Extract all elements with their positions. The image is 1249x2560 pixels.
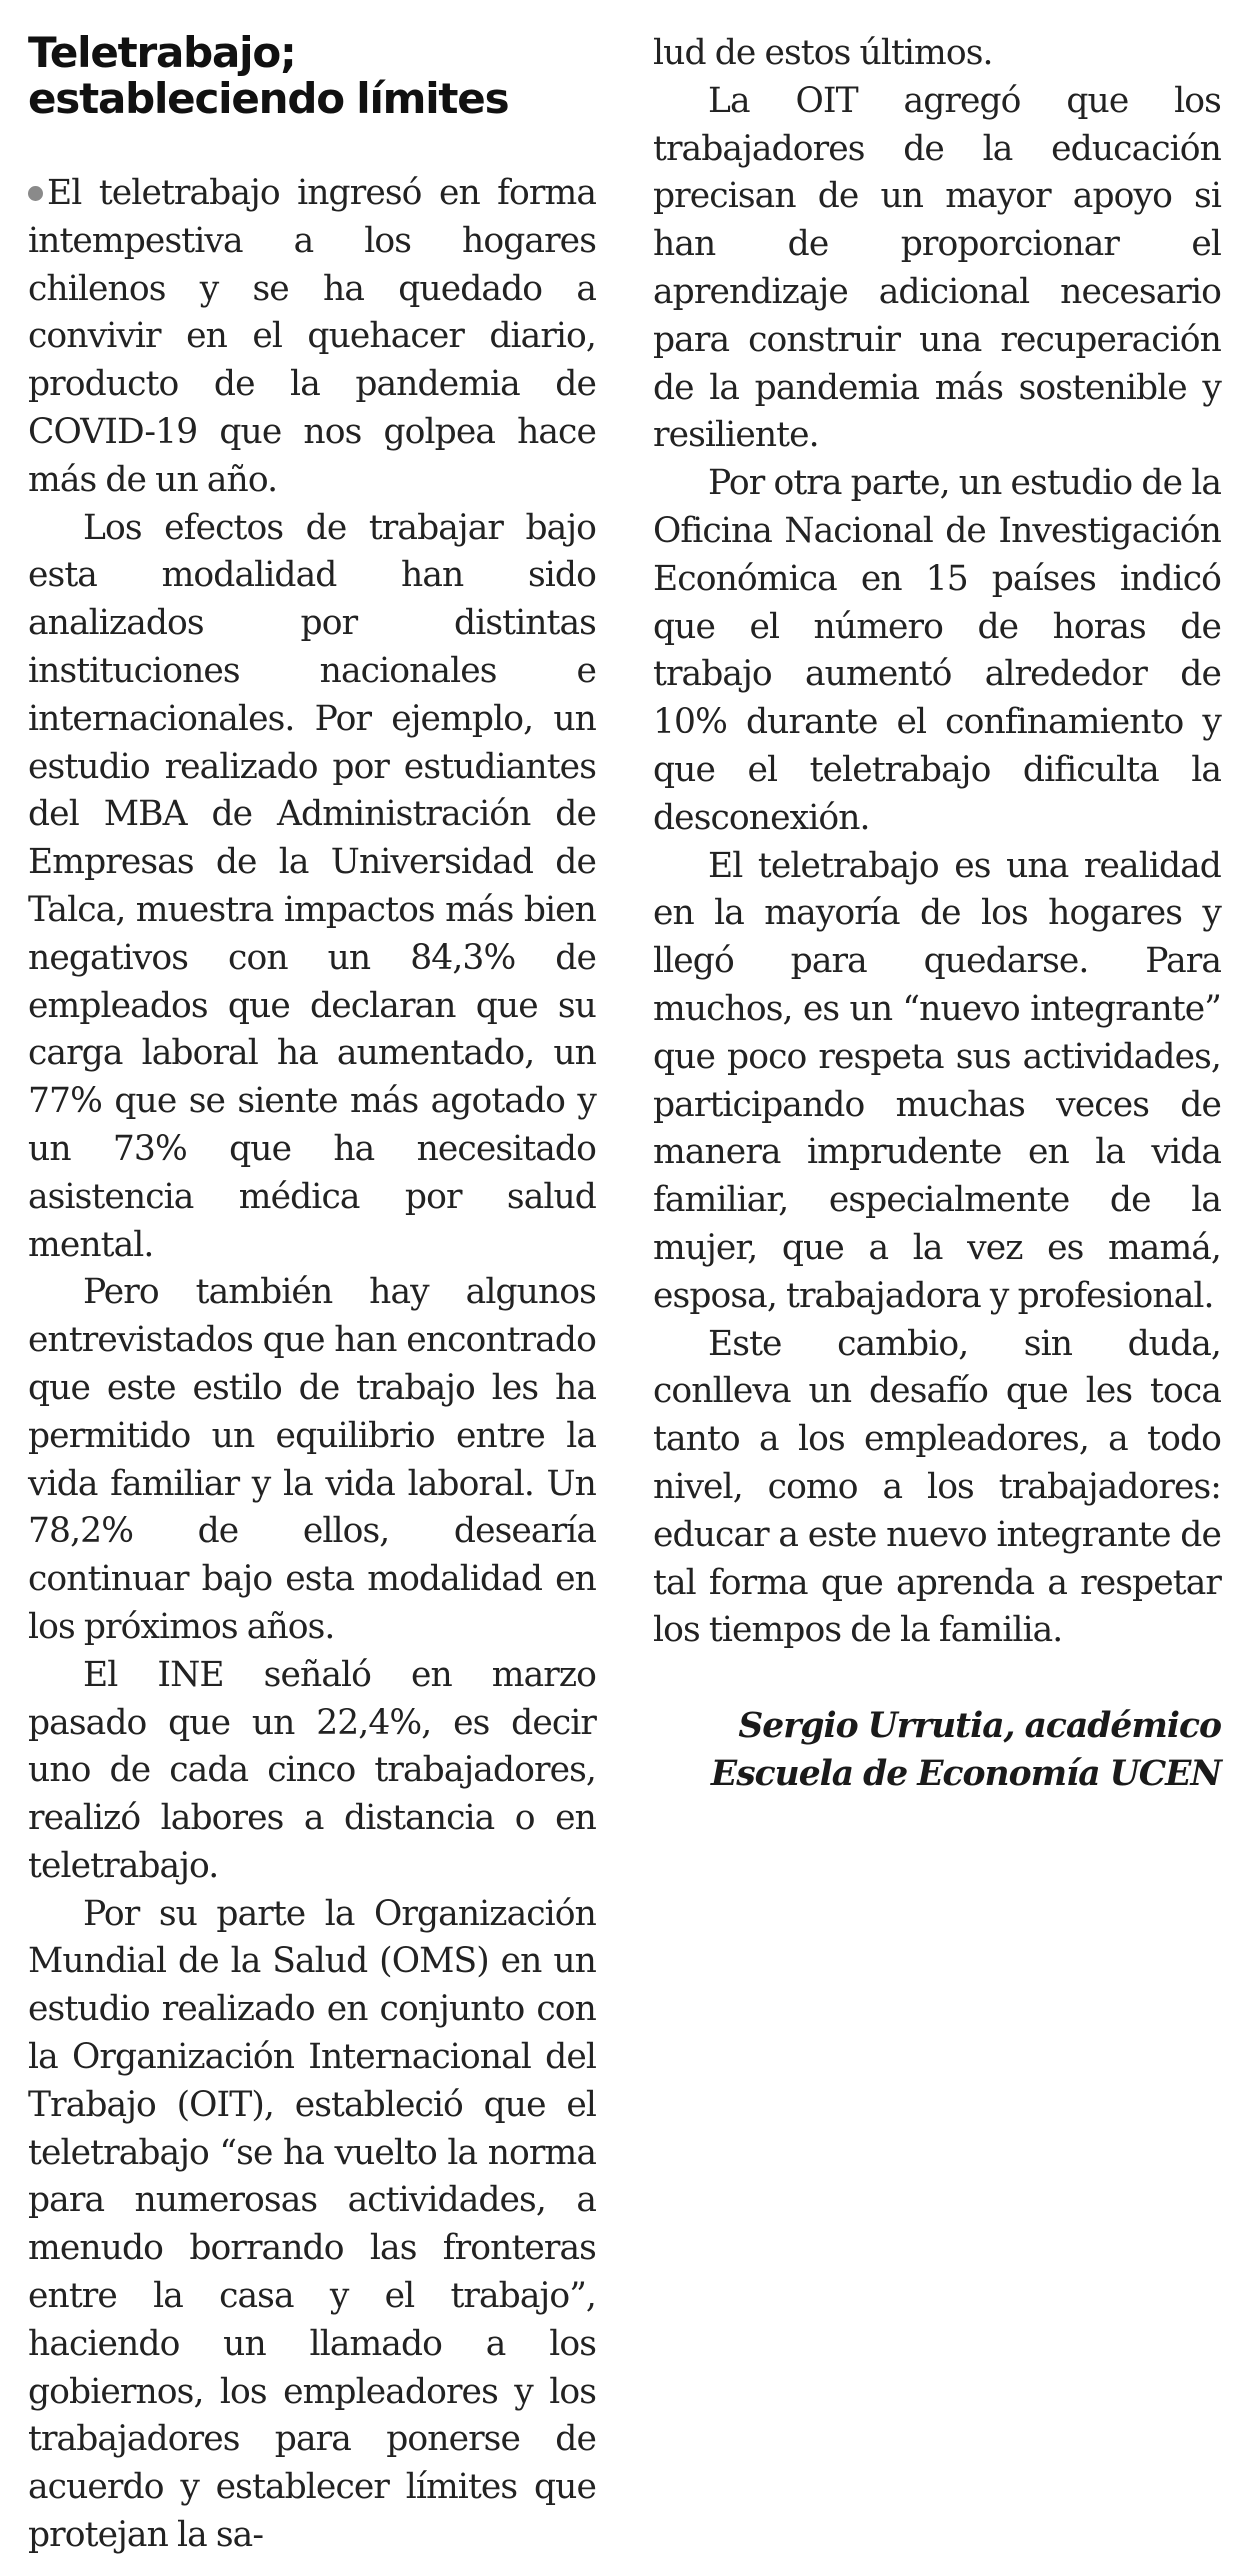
article-paragraph	[28, 170, 596, 505]
article-headline: Teletrabajo; estableciendo límites	[28, 28, 509, 123]
article-paragraph-continued: lud de estos últimos.	[653, 33, 993, 73]
article-paragraph: Por otra parte, un estudio de la Oficina Nacional de Investigación Económica en 15 países indicó que el número de horas de trabajo aumentó alrededor de 10% durante el confinamiento y que el teletrabajo dificulta la desconexión.	[653, 463, 1221, 838]
article-paragraph: Pero también hay algunos entrevistados que han encontrado que este estilo de trabajo les ha permitido un equilibrio entre la vida familiar y la vida laboral. Un 78,2% de ellos, desearía continuar bajo esta modalidad en los próximos años.	[28, 1272, 596, 1647]
bullet-icon	[28, 186, 43, 201]
article-column-left	[28, 30, 596, 2560]
article-paragraph: El teletrabajo es una realidad en la mayoría de los hogares y llegó para quedarse. Para muchos, es un “nuevo integrante” que poco respeta sus actividades, participando muchas veces de manera imprudente en la vida familiar, especialmente de la mujer, que a la vez es mamá, esposa, trabajadora y profesional.	[653, 845, 1221, 1316]
article-paragraph: El INE señaló en marzo pasado que un 22,4%, es decir uno de cada cinco trabajadores, realizó labores a distancia o en teletrabajo.	[28, 1654, 596, 1886]
article-column-right	[653, 30, 1221, 1799]
author-signature: Sergio Urrutia, académico Escuela de Economía UCEN	[710, 1706, 1221, 1794]
paragraph-text: El teletrabajo ingresó en forma intempestiva a los hogares chilenos y se ha quedado a convivir en el quehacer diario, producto de la pandemia de COVID-19 que nos golpea hace más de un año.	[28, 173, 596, 500]
article-paragraph: Este cambio, sin duda, conlleva un desafío que les toca tanto a los empleadores, a todo nivel, como a los trabajadores: educar a este nuevo integrante de tal forma que aprenda a respetar los tiempos de la familia.	[653, 1323, 1221, 1651]
article-paragraph: Los efectos de trabajar bajo esta modalidad han sido analizados por distintas instituciones nacionales e internacionales. Por ejemplo, un estudio realizado por estudiantes del MBA de Administración de Empresas de la Universidad de Talca, muestra impactos más bien negativos con un 84,3% de empleados que declaran que su carga laboral ha aumentado, un 77% que se siente más agotado y un 73% que ha necesitado asistencia médica por salud mental.	[28, 507, 596, 1265]
article-paragraph: La OIT agregó que los trabajadores de la educación precisan de un mayor apoyo si han de proporcionar el aprendizaje adicional necesario para construir una recuperación de la pandemia más sostenible y resiliente.	[653, 80, 1221, 456]
article-paragraph: Por su parte la Organización Mundial de la Salud (OMS) en un estudio realizado en conjunto con la Organización Internacional del Trabajo (OIT), estableció que el teletrabajo “se ha vuelto la norma para numerosas actividades, a menudo borrando las fronteras entre la casa y el trabajo”, haciendo un llamado a los gobiernos, los empleadores y los trabajadores para ponerse de acuerdo y establecer límites que protejan la sa-	[28, 1893, 596, 2556]
